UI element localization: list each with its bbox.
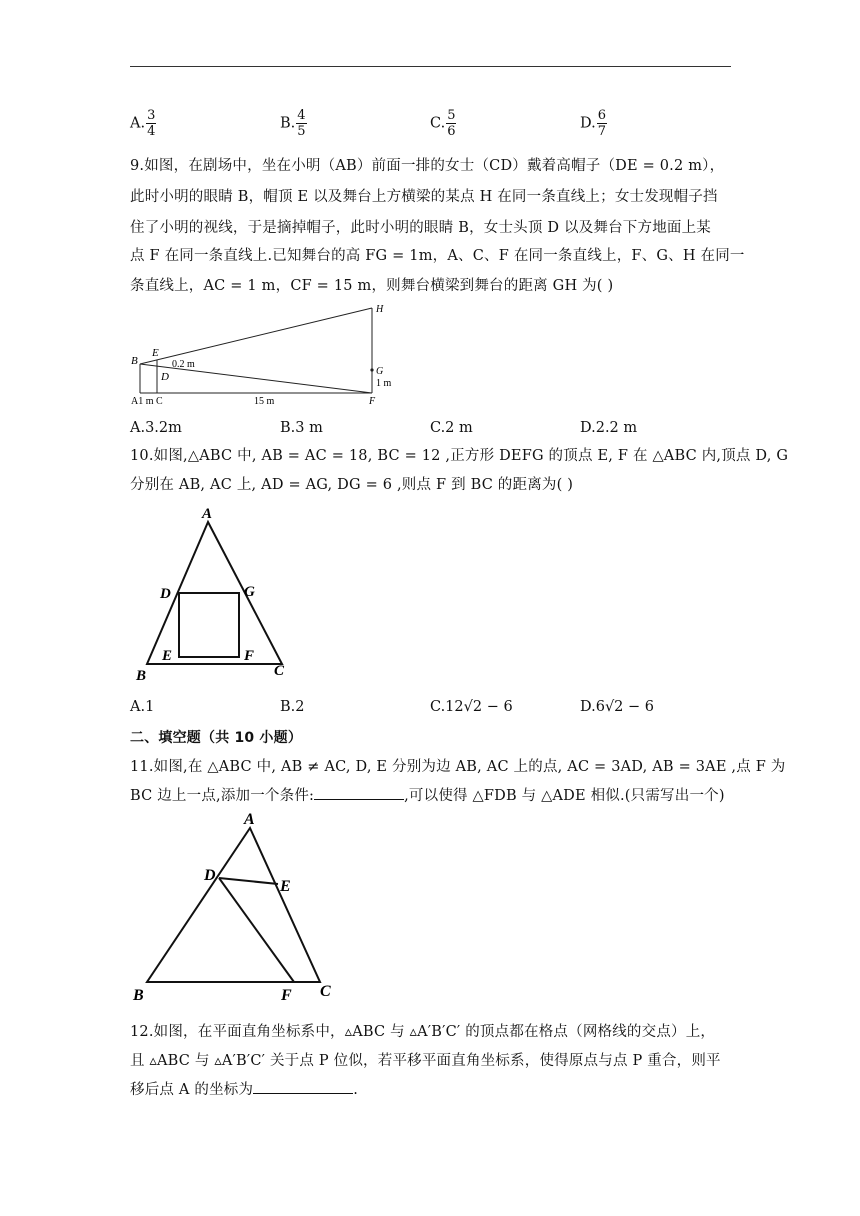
q10-option-b: B.2 xyxy=(280,699,305,715)
q10-option-d: D.6√2 − 6 xyxy=(580,699,655,715)
label-g: G xyxy=(376,366,384,377)
label-e: E xyxy=(152,347,159,359)
q11-line-2-prefix: BC 边上一点,添加一个条件: xyxy=(130,788,315,804)
label-e: E xyxy=(280,878,291,895)
q12-line-1: 12.如图，在平面直角坐标系中，▵ABC 与 ▵A′B′C′ 的顶点都在格点（网格线的交点）上， xyxy=(130,1024,716,1040)
label-de-length: 0.2 m xyxy=(172,359,195,370)
label-fg-length: 1 m xyxy=(376,378,392,389)
q9-option-a: A.3.2m xyxy=(130,420,182,436)
q11-line-2-suffix: ,可以使得 △FDB 与 △ADE 相似.(只需写出一个) xyxy=(404,788,725,804)
q9-line-2: 此时小明的眼睛 B，帽顶 E 以及舞台上方横梁的某点 H 在同一条直线上；女士发现帽子挡 xyxy=(130,189,718,205)
q9-line-3: 住了小明的视线，于是摘掉帽子，此时小明的眼睛 B，女士头顶 D 以及舞台下方地面上某 xyxy=(130,220,712,236)
point-g xyxy=(370,368,373,371)
line-b-h xyxy=(140,308,372,364)
label-cf-length: 15 m xyxy=(254,396,275,407)
section-heading: 二、填空题（共 10 小题） xyxy=(130,730,303,746)
q11-answer-blank[interactable] xyxy=(314,785,404,800)
q8-option-c: C. $\frac{5}{6}$ xyxy=(430,108,456,139)
q12-line-3 xyxy=(130,1078,358,1099)
q12-line-3-suffix: . xyxy=(353,1082,359,1098)
q9-figure xyxy=(130,298,400,408)
label-e: E xyxy=(162,648,173,664)
label-g: G xyxy=(244,584,255,600)
q10-line-2: 分别在 AB, AC 上, AD = AG, DG = 6 ,则点 F 到 BC 的距离为( ) xyxy=(130,477,574,493)
label-c: C xyxy=(274,663,285,679)
q12-line-3-prefix: 移后点 A 的坐标为 xyxy=(130,1082,254,1098)
q9-option-b: B.3 m xyxy=(280,420,323,436)
q10-figure xyxy=(130,500,300,690)
q8-option-b: B. $\frac{4}{5}$ xyxy=(280,108,306,139)
label-a: A xyxy=(244,811,255,828)
q9-option-d: D.2.2 m xyxy=(580,420,638,436)
q8-option-d: D. $\frac{6}{7}$ xyxy=(580,108,606,139)
segment-de xyxy=(219,878,278,884)
q9-line-1: 9.如图，在剧场中，坐在小明（AB）前面一排的女士（CD）戴着高帽子（DE = 0.2 m）， xyxy=(130,158,725,174)
triangle-abc xyxy=(147,828,320,982)
q11-line-2 xyxy=(130,784,725,805)
q12-line-2: 且 ▵ABC 与 ▵A′B′C′ 关于点 P 位似，若平移平面直角坐标系，使得原点与点 P 重合，则平 xyxy=(130,1053,721,1069)
header-rule xyxy=(130,66,731,67)
q12-answer-blank[interactable] xyxy=(253,1079,353,1094)
q9-option-c: C.2 m xyxy=(430,420,473,436)
label-b: B xyxy=(136,668,147,684)
label-a-1m-c: A1 m C xyxy=(131,396,163,407)
label-a: A xyxy=(202,506,213,522)
q11-figure xyxy=(130,808,350,1008)
label-d: D xyxy=(160,586,171,602)
label-d: D xyxy=(204,867,216,884)
label-b: B xyxy=(131,355,138,367)
q10-option-c: C.12√2 − 6 xyxy=(430,699,513,715)
q10-option-a: A.1 xyxy=(130,699,155,715)
q10-line-1: 10.如图,△ABC 中, AB = AC = 18, BC = 12 ,正方形 DEFG 的顶点 E, F 在 △ABC 内,顶点 D, G xyxy=(130,448,789,464)
q8-option-a: A. $\frac{3}{4}$ xyxy=(130,108,156,139)
q11-line-1: 11.如图,在 △ABC 中, AB ≠ AC, D, E 分别为边 AB, AC 上的点, AC = 3AD, AB = 3AE ,点 F 为 xyxy=(130,759,786,775)
label-f: F xyxy=(281,987,292,1004)
q9-line-5: 条直线上，AC = 1 m，CF = 15 m，则舞台横梁到舞台的距离 GH 为( ) xyxy=(130,278,614,294)
label-b: B xyxy=(133,987,144,1004)
square-defg xyxy=(179,593,239,657)
label-f: F xyxy=(244,648,255,664)
q9-line-4: 点 F 在同一条直线上.已知舞台的高 FG = 1m，A、C、F 在同一条直线上，F、G、H 在同一 xyxy=(130,248,745,264)
label-f: F xyxy=(369,396,376,407)
label-d: D xyxy=(161,371,169,383)
label-h: H xyxy=(376,304,384,315)
label-c: C xyxy=(320,983,331,1000)
